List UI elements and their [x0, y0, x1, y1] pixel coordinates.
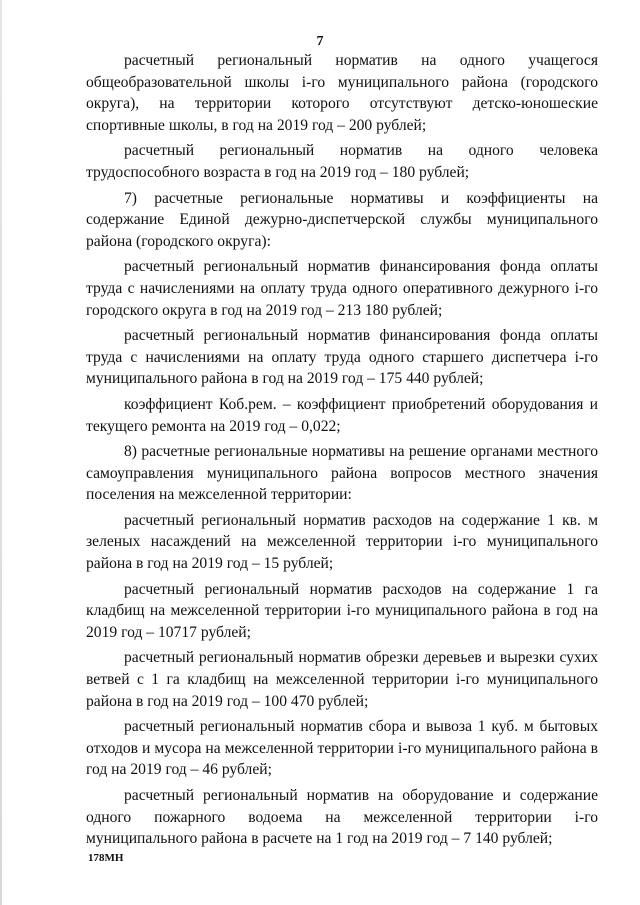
- paragraph-cemetery-norm: расчетный региональный норматив расходов на содержание 1 га кладбищ на межселенной территории i-го муниципального района в год на 2019 год – 10717 рублей;: [86, 580, 598, 641]
- paragraph-senior-dispatcher-norm: расчетный региональный норматив финансирования фонда оплаты труда с начислениями на оплату труда одного старшего диспетчера i-го муниципального района в год на 2019 год – 175 440 рублей;: [86, 327, 598, 388]
- paragraph-fire-reservoir-norm: расчетный региональный норматив на оборудование и содержание одного пожарного водоема на межселенной территории i-го муниципального района в расчете на 1 год на 2019 год – 7 140 рублей;: [86, 787, 598, 848]
- paragraph-tree-pruning-norm: расчетный региональный норматив обрезки деревьев и вырезки сухих ветвей с 1 га кладбищ на межселенной территории i-го муниципального района в год на 2019 год – 100 470 рублей;: [86, 649, 598, 710]
- paragraph-working-age-norm: расчетный региональный норматив на одного человека трудоспособного возраста в год на 2019 год – 180 рублей;: [86, 142, 598, 181]
- paragraph-waste-removal-norm: расчетный региональный норматив сбора и вывоза 1 куб. м бытовых отходов и мусора на межселенной территории i-го муниципального района в год на 2019 год – 46 рублей;: [86, 718, 598, 779]
- document-body: [86, 50, 598, 854]
- scan-edge: [0, 0, 2, 905]
- page-number: 7: [316, 34, 324, 49]
- paragraph-section-7-heading: 7) расчетные региональные нормативы и коэффициенты на содержание Единой дежурно-диспетчерской службы муниципального района (городского округа):: [86, 189, 598, 250]
- paragraph-duty-officer-norm: расчетный региональный норматив финансирования фонда оплаты труда с начислениями на оплату труда одного оперативного дежурного i-го городского округа в год на 2019 год – 213 180 рублей;: [86, 258, 598, 319]
- paragraph-section-8-heading: 8) расчетные региональные нормативы на решение органами местного самоуправления муниципального района вопросов местного значения поселения на межселенной территории:: [86, 443, 598, 504]
- document-code: 178МН: [88, 852, 124, 864]
- paragraph-student-norm: расчетный региональный норматив на одного учащегося общеобразовательной школы i-го муниципального района (городского округа), на территории которого отсутствуют детско-юношеские спортивные школы, в год на 2019 год – 200 рублей;: [86, 52, 598, 134]
- paragraph-green-areas-norm: расчетный региональный норматив расходов на содержание 1 кв. м зеленых насаждений на межселенной территории i-го муниципального района в год на 2019 год – 15 рублей;: [86, 511, 598, 573]
- paragraph-equipment-coefficient: коэффициент Коб.рем. – коэффициент приобретений оборудования и текущего ремонта на 2019 год – 0,022;: [86, 395, 598, 435]
